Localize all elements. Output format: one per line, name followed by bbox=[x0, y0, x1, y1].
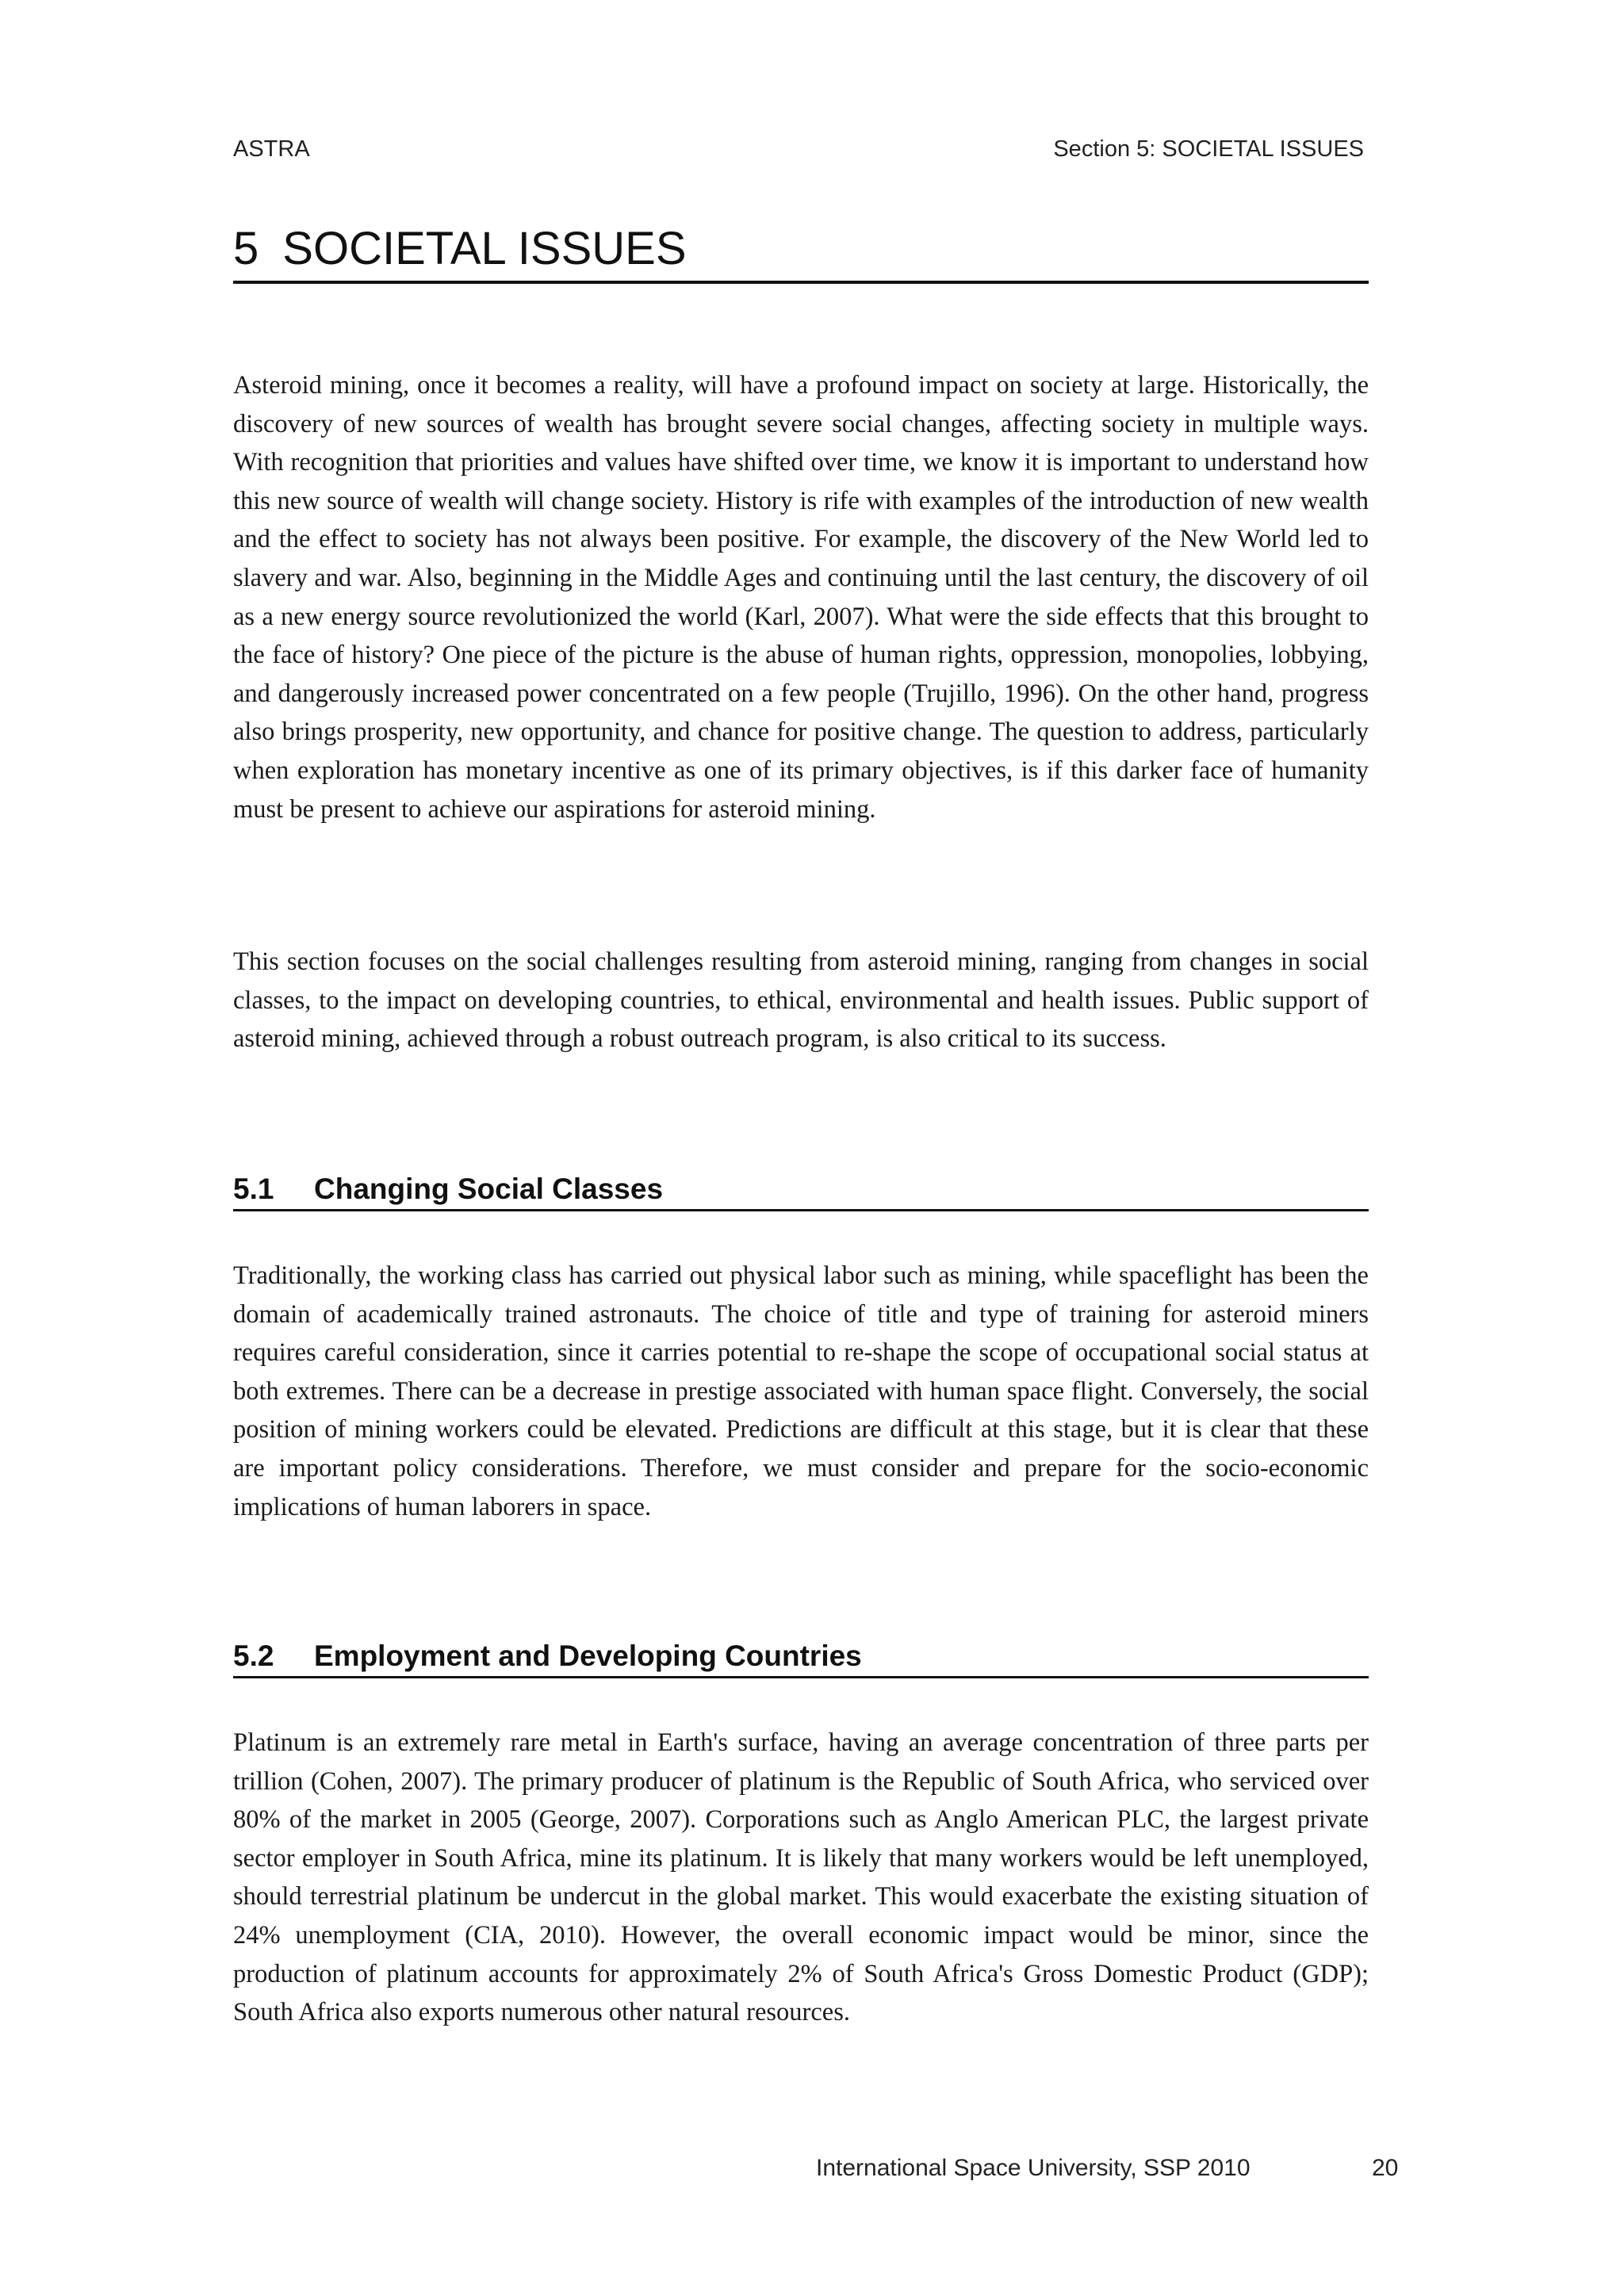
header-right-text: Section 5: SOCIETAL ISSUES bbox=[1053, 136, 1364, 162]
chapter-number: 5 bbox=[233, 223, 259, 274]
section-number: 5.1 bbox=[233, 1173, 274, 1205]
section-title: Changing Social Classes bbox=[314, 1173, 664, 1205]
chapter-title-text: SOCIETAL ISSUES bbox=[282, 223, 687, 274]
footer-organization: International Space University, SSP 2010 bbox=[816, 2155, 1251, 2181]
running-header bbox=[233, 136, 1364, 168]
page-number: 20 bbox=[1372, 2155, 1399, 2181]
section-heading-5-1 bbox=[233, 1173, 1369, 1211]
section-number: 5.2 bbox=[233, 1640, 274, 1672]
header-left-text: ASTRA bbox=[233, 136, 310, 162]
section-heading-5-2 bbox=[233, 1640, 1369, 1678]
intro-paragraph-1: Asteroid mining, once it becomes a reality, will have a profound impact on society at large. Historically, the discovery of new sources of wealth has brought severe social changes, affecting society in multiple ways. With recognition that priorities and values have shifted over time, we know it is important to understand how this new source of wealth will change society. History is rife with examples of the introduction of new wealth and the effect to society has not always been positive. For example, the discovery of the New World led to slavery and war. Also, beginning in the Middle Ages and continuing until the last century, the discovery of oil as a new energy source revolutionized the world (Karl, 2007). What were the side effects that this brought to the face of history? One piece of the picture is the abuse of human rights, oppression, monopolies, lobbying, and dangerously increased power concentrated on a few people (Trujillo, 1996). On the other hand, progress also brings prosperity, new opportunity, and chance for positive change. The question to address, particularly when exploration has monetary incentive as one of its primary objectives, is if this darker face of humanity must be present to achieve our aspirations for asteroid mining. bbox=[233, 371, 1369, 824]
section-5-2-paragraph: Platinum is an extremely rare metal in Earth's surface, having an average concentration of three parts per trillion (Cohen, 2007). The primary producer of platinum is the Republic of South Africa, who serviced over 80% of the market in 2005 (George, 2007). Corporations such as Anglo American PLC, the largest private sector employer in South Africa, mine its platinum. It is likely that many workers would be left unemployed, should terrestrial platinum be undercut in the global market. This would exacerbate the existing situation of 24% unemployment (CIA, 2010). However, the overall economic impact would be minor, since the production of platinum accounts for approximately 2% of South Africa's Gross Domestic Product (GDP); South Africa also exports numerous other natural resources. bbox=[233, 1728, 1369, 2027]
chapter-title bbox=[233, 224, 1369, 284]
intro-paragraph-2: This section focuses on the social challenges resulting from asteroid mining, ranging from changes in social classes, to the impact on developing countries, to ethical, environmental and health issues. Public support of asteroid mining, achieved through a robust outreach program, is also critical to its success. bbox=[233, 947, 1369, 1054]
section-title: Employment and Developing Countries bbox=[314, 1640, 862, 1672]
section-5-1-paragraph: Traditionally, the working class has carried out physical labor such as mining, while spaceflight has been the domain of academically trained astronauts. The choice of title and type of training for asteroid miners requires careful consideration, since it carries potential to re-shape the scope of occupational social status at both extremes. There can be a decrease in prestige associated with human space flight. Conversely, the social position of mining workers could be elevated. Predictions are difficult at this stage, but it is clear that these are important policy considerations. Therefore, we must consider and prepare for the socio-economic implications of human laborers in space. bbox=[233, 1261, 1369, 1521]
